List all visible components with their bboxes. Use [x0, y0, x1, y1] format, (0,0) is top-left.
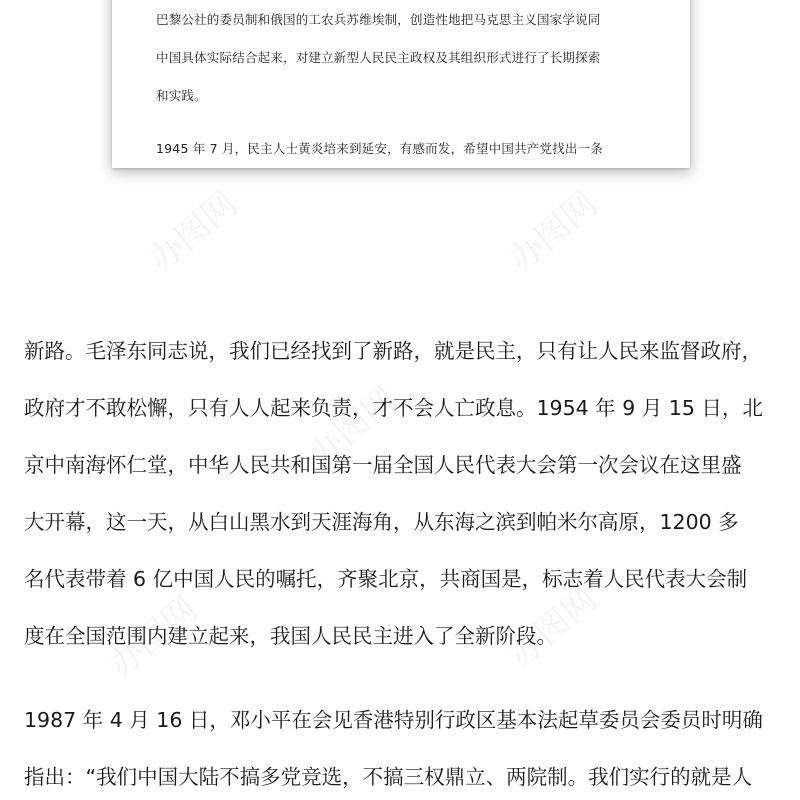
body-line: 指出：“我们中国大陆不搞多党竞选，不搞三权鼎立、两院制。我们实行的就是人	[24, 765, 753, 789]
body-line: 大开幕，这一天，从白山黑水到天涯海角，从东海之滨到帕米尔高原，1200 多	[24, 510, 739, 534]
card-line: 中国具体实际结合起来，对建立新型人民民主政权及其组织形式进行了长期探索	[156, 50, 601, 65]
body-line: 新路。毛泽东同志说，我们已经找到了新路，就是民主，只有让人民来监督政府，	[24, 339, 762, 363]
body-line: 1987 年 4 月 16 日，邓小平在会见香港特别行政区基本法起草委员会委员时明确	[24, 708, 763, 732]
card-line: 和实践。	[156, 88, 207, 103]
body-line: 度在全国范围内建立起来，我国人民民主进入了全新阶段。	[24, 624, 557, 648]
watermark: 办图网	[501, 184, 606, 281]
body-line: 京中南海怀仁堂，中华人民共和国第一届全国人民代表大会第一次会议在这里盛	[24, 453, 742, 477]
body-line: 政府才不敢松懈，只有人人起来负责，才不会人亡政息。1954 年 9 月 15 日，北	[24, 396, 763, 420]
watermark: 办图网	[141, 184, 246, 281]
card-line: 1945 年 7 月，民主人士黄炎培来到延安，有感而发，希望中国共产党找出一条	[156, 141, 603, 156]
watermark: 办图网	[301, 379, 406, 476]
document-excerpt-card	[112, 0, 690, 168]
watermark: 办图网	[101, 589, 206, 686]
card-line: 巴黎公社的委员制和俄国的工农兵苏维埃制，创造性地把马克思主义国家学说同	[156, 12, 601, 27]
watermark: 办图网	[501, 579, 606, 676]
body-line: 名代表带着 6 亿中国人民的嘱托，齐聚北京，共商国是，标志着人民代表大会制	[24, 567, 748, 591]
